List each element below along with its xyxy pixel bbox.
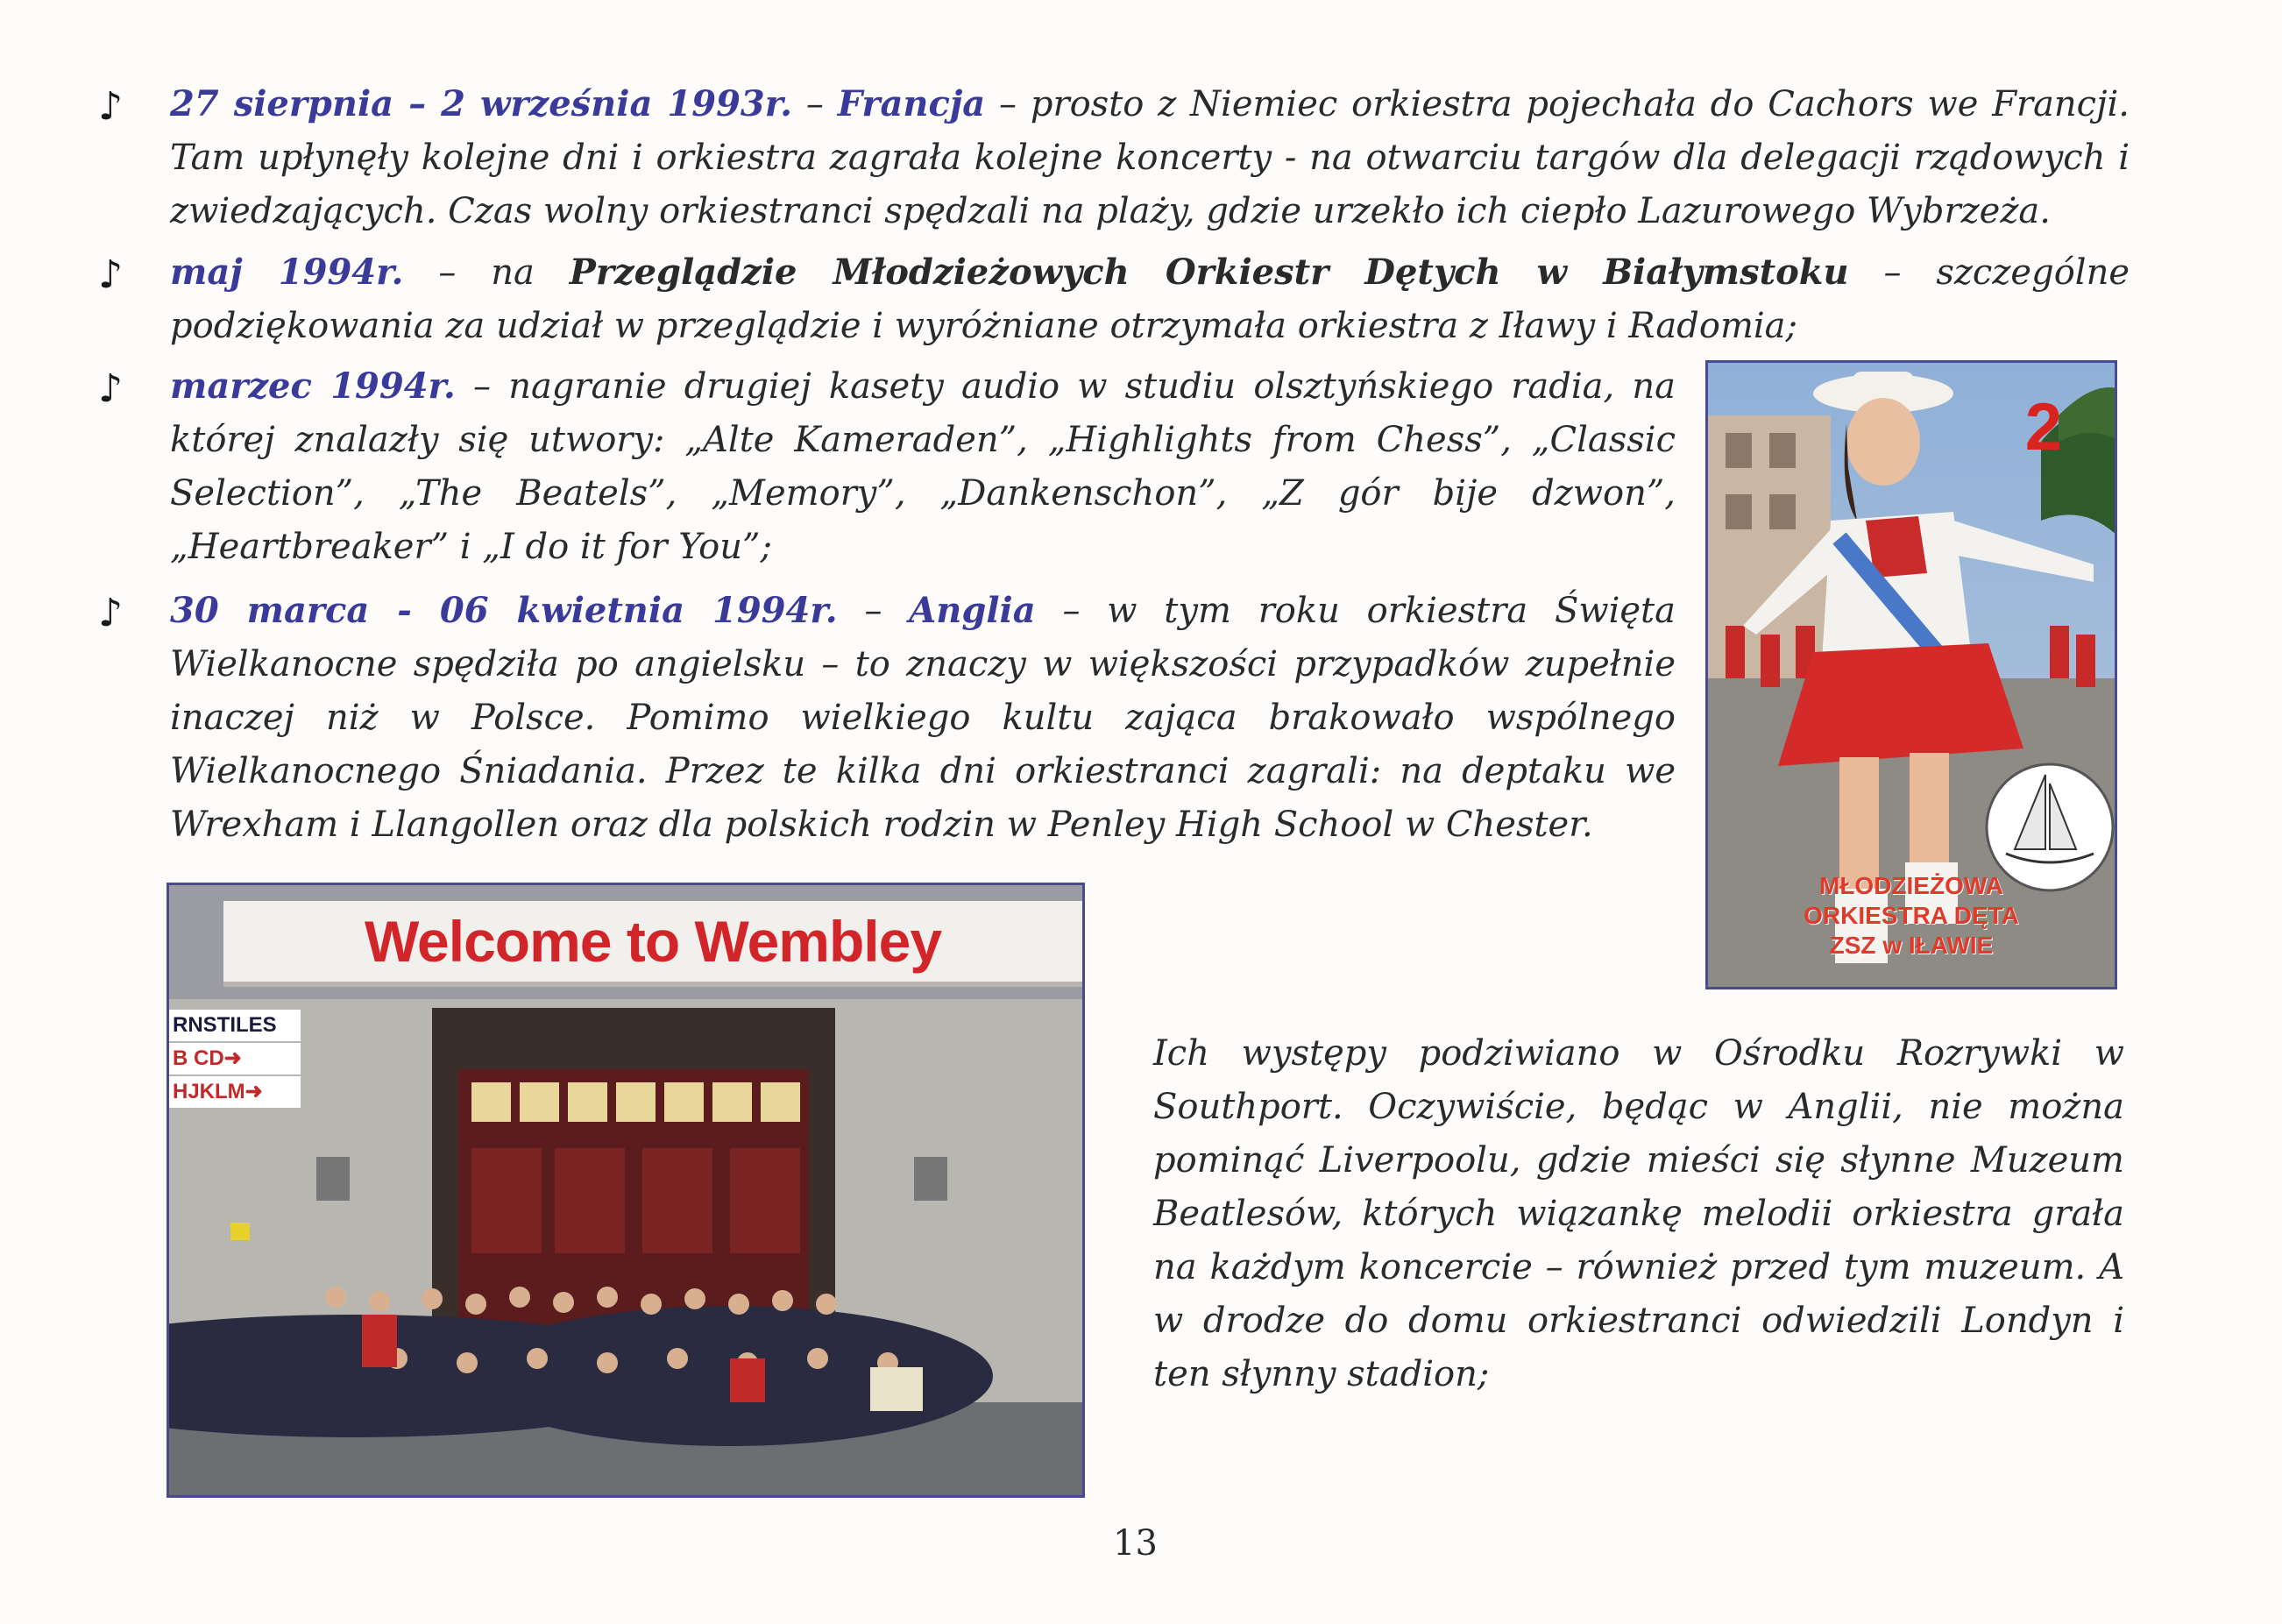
entry-date: maj 1994r. [170, 252, 404, 293]
turnstile-sign: HJKLM➜ [169, 1076, 301, 1108]
entry-body: – szczególne podziękowania za udział w przeglądzie i wyróżniane otrzymała orkiestra z Iławy i Radomia; [170, 252, 2130, 346]
entry-body: – nagranie drugiej kasety audio w studiu olsztyńskiego radia, na której znalazły się utwory: „Alte Kameraden”, „Highlights from Chess”, „Classic Selection”, „The Beatels”, „Memory”, „Dankenschon”, „Z gór bije dzwon”, „Heartbreaker” i „I do it for You”; [170, 366, 1676, 567]
entry-place: Francja [837, 83, 986, 124]
turnstile-sign: B CD➜ [169, 1043, 301, 1074]
music-note-icon: ♪ [98, 252, 124, 297]
music-note-icon: ♪ [98, 591, 124, 635]
entry-text [170, 359, 1676, 574]
entry-date: 27 sierpnia – 2 września 1993r. [170, 83, 793, 124]
entry-england-1994 [98, 584, 1676, 852]
welcome-banner: Welcome to Wembley [223, 901, 1082, 987]
entry-text: 27 sierpnia – 2 września 1993r. – Francja – prosto z Niemiec orkiestra pojechała do Cachors we Francji. Tam upłynęły kolejne dni i orkiestra zagrała kolejne koncerty - na otwarciu targów dla delegacji rządowych i zwiedzających. Czas wolny orkiestranci spędzali na plaży, gdzie urzekło ich ciepło Lazurowego Wybrzeża. [170, 83, 2130, 231]
entry-bialystok-1994 [98, 245, 2130, 353]
wembley-group-photo [167, 883, 1085, 1498]
entry-date: marzec 1994r. [170, 365, 456, 407]
music-note-icon: ♪ [98, 366, 124, 411]
entry-text: 30 marca - 06 kwietnia 1994r. – Anglia – w tym roku orkiestra Święta Wielkanocne spędziła po angielsku – to znaczy w większości przypadków zupełnie inaczej niż w Polsce. Pomimo wielkiego kultu zająca brakowało wspólnego Wielkanocnego Śniadania. Przez te kilka dni orkiestranci zagrali: na deptaku we Wrexham i Llangollen oraz dla polskich rodzin w Penley High School w Chester. [170, 590, 1676, 845]
entry-event: Przeglądzie Młodzieżowych Orkiestr Dętych w Białymstoku [569, 252, 1849, 293]
cassette-cover-photo [1705, 360, 2117, 989]
cassette-number: 2 [2024, 390, 2062, 465]
entry-text: maj 1994r. – na Przeglądzie Młodzieżowych Orkiestr Dętych w Białymstoku – szczególne podziękowania za udział w przeglądzie i wyróżniane otrzymała orkiestra z Iławy i Radomia; [170, 252, 2130, 346]
entry-body: – prosto z Niemiec orkiestra pojechała do Cachors we Francji. Tam upłynęły kolejne dni i orkiestra zagrała kolejne koncerty - na otwarciu targów dla delegacji rządowych i zwiedzających. Czas wolny orkiestranci spędzali na plaży, gdzie urzekło ich ciepło Lazurowego Wybrzeża. [170, 84, 2130, 231]
entry-cassette-1994 [98, 359, 1676, 574]
cassette-title: MŁODZIEŻOWA ORKIESTRA DĘTA ZSZ w IŁAWIE [1804, 872, 2019, 959]
page-number: 13 [1113, 1523, 1158, 1564]
entry-france-1993 [98, 77, 2130, 238]
entry-place: Anglia [909, 590, 1036, 631]
turnstile-sign: RNSTILES [169, 1010, 301, 1041]
music-note-icon: ♪ [98, 84, 124, 129]
southport-paragraph: Ich występy podziwiano w Ośrodku Rozrywki w Southport. Oczywiście, będąc w Anglii, nie można pominąć Liverpoolu, gdzie mieści się słynne Muzeum Beatlesów, których wiązankę melodii orkiestra grała na każdym koncercie – również przed tym muzeum. A w drodze do domu orkiestranci odwiedzili Londyn i ten słynny stadion; [1153, 1033, 2124, 1394]
entry-body: – w tym roku orkiestra Święta Wielkanocne spędziła po angielsku – to znaczy w większości przypadków zupełnie inaczej niż w Polsce. Pomimo wielkiego kultu zająca brakowało wspólnego Wielkanocnego Śniadania. Przez te kilka dni orkiestranci zagrali: na deptaku we Wrexham i Llangollen oraz dla polskich rodzin w Penley High School w Chester. [170, 591, 1676, 845]
entry-date: 30 marca - 06 kwietnia 1994r. [170, 590, 838, 631]
